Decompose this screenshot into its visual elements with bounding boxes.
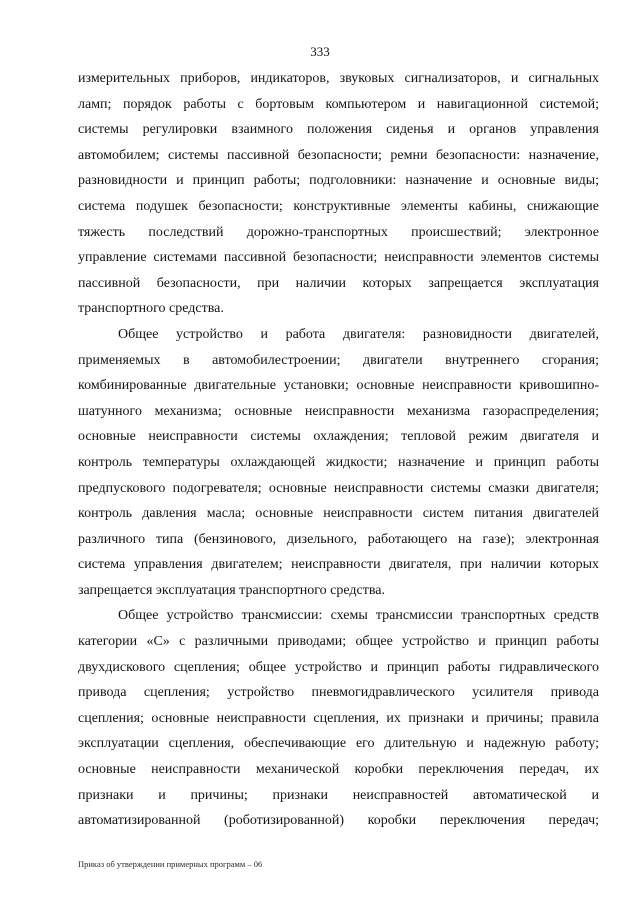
text-line: различного типа (бензинового, дизельного, работающего на газе); электронная	[78, 531, 599, 547]
paragraph-3	[78, 603, 599, 833]
text-line: Общее устройство трансмиссии: схемы трансмиссии транспортных средств	[118, 608, 599, 624]
text-line: шатунного механизма; основные неисправности механизма газораспределения;	[78, 403, 599, 419]
text-line: Общее устройство и работа двигателя: разновидности двигателей,	[118, 326, 599, 342]
text-line: категории «С» с различными приводами; общее устройство и принцип работы	[78, 634, 599, 650]
text-line: сцепления; основные неисправности сцепления, их признаки и причины; правила	[78, 710, 599, 726]
text-line: предпускового подогревателя; основные неисправности системы смазки двигателя;	[78, 480, 599, 496]
text-line: система управления двигателем; неисправности двигателя, при наличии которых	[78, 557, 599, 573]
text-line: эксплуатации сцепления, обеспечивающие его длительную и надежную работу;	[78, 736, 599, 752]
document-body	[78, 66, 599, 834]
text-line: автоматизированной (роботизированной) коробки переключения передач;	[78, 813, 599, 829]
page-number: 333	[310, 44, 330, 59]
text-line: транспортного средства.	[78, 301, 224, 317]
text-line: признаки и причины; признаки неисправностей автоматической и	[78, 787, 599, 803]
text-line: тяжесть последствий дорожно-транспортных происшествий; электронное	[78, 224, 599, 240]
text-line: пассивной безопасности, при наличии которых запрещается эксплуатация	[78, 275, 599, 291]
footer-note: Приказ об утверждении примерных программ – 06	[78, 859, 263, 869]
text-line: контроль температуры охлаждающей жидкости; назначение и принцип работы	[78, 454, 599, 470]
paragraph-1	[78, 66, 599, 322]
text-line: комбинированные двигательные установки; основные неисправности кривошипно-	[78, 378, 599, 394]
text-line: измерительных приборов, индикаторов, звуковых сигнализаторов, и сигнальных	[78, 71, 599, 86]
text-line: основные неисправности механической коробки переключения передач, их	[78, 762, 599, 778]
text-line: запрещается эксплуатация транспортного средства.	[78, 582, 386, 598]
text-line: применяемых в автомобилестроении; двигатели внутреннего сгорания;	[78, 352, 599, 368]
text-line: управление системами пассивной безопасности; неисправности элементов системы	[78, 250, 599, 266]
text-line: ламп; порядок работы с бортовым компьютером и навигационной системой;	[78, 96, 599, 112]
text-line: контроль давления масла; основные неисправности систем питания двигателей	[78, 506, 599, 522]
paragraph-2	[78, 322, 599, 604]
text-line: основные неисправности системы охлаждения; тепловой режим двигателя и	[78, 429, 599, 445]
text-line: двухдискового сцепления; общее устройство и принцип работы гидравлического	[78, 659, 599, 675]
text-line: автомобилем; системы пассивной безопасности; ремни безопасности: назначение,	[78, 147, 599, 163]
text-line: системы регулировки взаимного положения сиденья и органов управления	[78, 122, 599, 138]
text-line: привода сцепления; устройство пневмогидравлического усилителя привода	[78, 685, 599, 701]
text-line: разновидности и принцип работы; подголовники: назначение и основные виды;	[78, 173, 599, 189]
text-line: система подушек безопасности; конструктивные элементы кабины, снижающие	[78, 198, 599, 214]
